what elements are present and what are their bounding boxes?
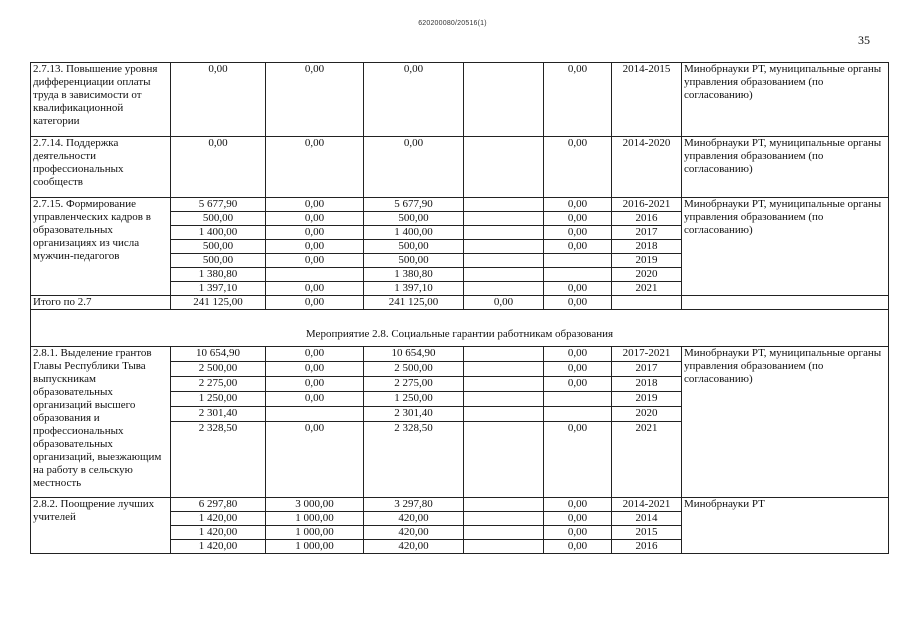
cell-value (544, 254, 612, 268)
cell-value (464, 361, 544, 376)
cell-value: 2 275,00 (171, 376, 266, 391)
table-row (31, 63, 889, 137)
cell-value: 2 275,00 (364, 376, 464, 391)
cell-value: 0,00 (364, 63, 464, 137)
cell-value: 0,00 (544, 137, 612, 198)
cell-value: 1 000,00 (266, 540, 364, 554)
activity-name: 2.7.13. Повышение уровня дифференциации оплаты труда в зависимости от квалификационной категории (31, 63, 171, 137)
cell-value: 500,00 (171, 254, 266, 268)
cell-years: 2016-2021 (612, 198, 682, 212)
page-number: 35 (858, 33, 870, 47)
cell-years: 2019 (612, 391, 682, 406)
cell-value: 0,00 (266, 254, 364, 268)
cell-years: 2019 (612, 254, 682, 268)
cell-executor: Минобрнауки РТ, муниципальные органы управления образованием (по согласованию) (682, 137, 889, 198)
cell-value (464, 406, 544, 421)
cell-value: 0,00 (266, 137, 364, 198)
cell-value (464, 212, 544, 226)
cell-executor: Минобрнауки РТ, муниципальные органы управления образованием (по согласованию) (682, 63, 889, 137)
cell-value (266, 406, 364, 421)
cell-value: 0,00 (544, 347, 612, 362)
cell-years: 2017 (612, 361, 682, 376)
cell-years: 2017 (612, 226, 682, 240)
cell-value: 0,00 (266, 226, 364, 240)
cell-value (464, 226, 544, 240)
cell-value (464, 540, 544, 554)
cell-value (464, 137, 544, 198)
cell-value: 0,00 (544, 198, 612, 212)
document-id: 620200080/20516(1) (418, 20, 487, 27)
cell-years: 2020 (612, 406, 682, 421)
cell-years (612, 296, 682, 310)
cell-years: 2014-2020 (612, 137, 682, 198)
cell-value: 1 420,00 (171, 512, 266, 526)
cell-years: 2015 (612, 526, 682, 540)
cell-value: 1 397,10 (364, 282, 464, 296)
cell-value: 0,00 (266, 240, 364, 254)
cell-value: 1 250,00 (364, 391, 464, 406)
cell-value (464, 254, 544, 268)
cell-value: 420,00 (364, 540, 464, 554)
cell-value: 0,00 (544, 376, 612, 391)
total-label: Итого по 2.7 (31, 296, 171, 310)
cell-years: 2020 (612, 268, 682, 282)
cell-value: 0,00 (464, 296, 544, 310)
cell-value: 10 654,90 (171, 347, 266, 362)
cell-value: 2 500,00 (171, 361, 266, 376)
cell-value (544, 406, 612, 421)
cell-value: 0,00 (544, 540, 612, 554)
cell-value: 0,00 (266, 361, 364, 376)
cell-value (464, 240, 544, 254)
cell-value: 2 301,40 (364, 406, 464, 421)
cell-value: 0,00 (544, 498, 612, 512)
cell-value: 3 000,00 (266, 498, 364, 512)
cell-value: 2 328,50 (364, 421, 464, 497)
cell-value: 1 420,00 (171, 540, 266, 554)
cell-value: 1 400,00 (171, 226, 266, 240)
cell-value (464, 63, 544, 137)
cell-value: 0,00 (171, 63, 266, 137)
cell-executor: Минобрнауки РТ, муниципальные органы управления образованием (по согласованию) (682, 198, 889, 296)
cell-value: 0,00 (364, 137, 464, 198)
cell-value: 10 654,90 (364, 347, 464, 362)
cell-value (464, 347, 544, 362)
cell-value: 0,00 (544, 361, 612, 376)
cell-value: 500,00 (171, 240, 266, 254)
cell-years: 2014-2021 (612, 498, 682, 512)
cell-years: 2018 (612, 376, 682, 391)
cell-value: 1 400,00 (364, 226, 464, 240)
cell-value: 3 297,80 (364, 498, 464, 512)
cell-value: 0,00 (544, 240, 612, 254)
total-row (31, 296, 889, 310)
cell-executor (682, 296, 889, 310)
cell-years: 2021 (612, 282, 682, 296)
cell-value: 0,00 (266, 376, 364, 391)
section-row (31, 310, 889, 347)
cell-value (464, 282, 544, 296)
cell-value: 241 125,00 (364, 296, 464, 310)
cell-value: 0,00 (544, 526, 612, 540)
cell-value: 0,00 (544, 63, 612, 137)
cell-value: 0,00 (266, 198, 364, 212)
cell-value: 500,00 (171, 212, 266, 226)
activity-name: 2.8.1. Выделение грантов Главы Республики Тыва выпускникам образовательных организаций высшего образования и профессиональных образовательных организаций, выезжающим на работу в сельскую местность (31, 347, 171, 498)
cell-value (464, 512, 544, 526)
cell-years: 2021 (612, 421, 682, 497)
cell-value (464, 498, 544, 512)
table-row (31, 198, 889, 212)
table-row (31, 347, 889, 362)
cell-value: 1 380,80 (171, 268, 266, 282)
cell-value (464, 198, 544, 212)
cell-value: 0,00 (171, 137, 266, 198)
table-row (31, 498, 889, 512)
cell-years: 2016 (612, 212, 682, 226)
cell-value: 2 500,00 (364, 361, 464, 376)
cell-value: 0,00 (266, 63, 364, 137)
cell-executor: Минобрнауки РТ, муниципальные органы управления образованием (по согласованию) (682, 347, 889, 498)
cell-value (544, 268, 612, 282)
cell-value: 0,00 (266, 391, 364, 406)
cell-value (464, 268, 544, 282)
cell-value: 0,00 (544, 212, 612, 226)
cell-value: 0,00 (544, 421, 612, 497)
cell-years: 2017-2021 (612, 347, 682, 362)
cell-value: 1 000,00 (266, 526, 364, 540)
cell-value: 0,00 (544, 282, 612, 296)
cell-value: 420,00 (364, 512, 464, 526)
cell-value: 0,00 (266, 347, 364, 362)
cell-years: 2014-2015 (612, 63, 682, 137)
cell-value: 0,00 (544, 512, 612, 526)
program-activities-table (30, 62, 889, 554)
cell-value: 500,00 (364, 254, 464, 268)
cell-value: 1 420,00 (171, 526, 266, 540)
cell-value: 2 328,50 (171, 421, 266, 497)
cell-value: 0,00 (266, 296, 364, 310)
cell-value: 500,00 (364, 240, 464, 254)
cell-value (464, 526, 544, 540)
cell-years: 2018 (612, 240, 682, 254)
cell-value: 1 397,10 (171, 282, 266, 296)
cell-value: 0,00 (544, 226, 612, 240)
cell-value: 0,00 (266, 212, 364, 226)
cell-value: 6 297,80 (171, 498, 266, 512)
cell-value (464, 391, 544, 406)
section-title: Мероприятие 2.8. Социальные гарантии работникам образования (31, 310, 889, 347)
cell-value: 5 677,90 (364, 198, 464, 212)
activity-name: 2.7.15. Формирование управленческих кадров в образовательных организациях из числа мужчин-педагогов (31, 198, 171, 296)
cell-value: 5 677,90 (171, 198, 266, 212)
cell-value: 1 250,00 (171, 391, 266, 406)
cell-value (266, 268, 364, 282)
cell-value (464, 376, 544, 391)
cell-value: 1 000,00 (266, 512, 364, 526)
cell-value (544, 391, 612, 406)
cell-value: 500,00 (364, 212, 464, 226)
activity-name: 2.7.14. Поддержка деятельности профессиональных сообществ (31, 137, 171, 198)
cell-years: 2014 (612, 512, 682, 526)
cell-value: 0,00 (266, 421, 364, 497)
cell-years: 2016 (612, 540, 682, 554)
activity-name: 2.8.2. Поощрение лучших учителей (31, 498, 171, 554)
cell-value: 1 380,80 (364, 268, 464, 282)
cell-value: 241 125,00 (171, 296, 266, 310)
cell-executor: Минобрнауки РТ (682, 498, 889, 554)
cell-value: 0,00 (266, 282, 364, 296)
table-row (31, 137, 889, 198)
cell-value: 2 301,40 (171, 406, 266, 421)
cell-value: 420,00 (364, 526, 464, 540)
cell-value (464, 421, 544, 497)
cell-value: 0,00 (544, 296, 612, 310)
